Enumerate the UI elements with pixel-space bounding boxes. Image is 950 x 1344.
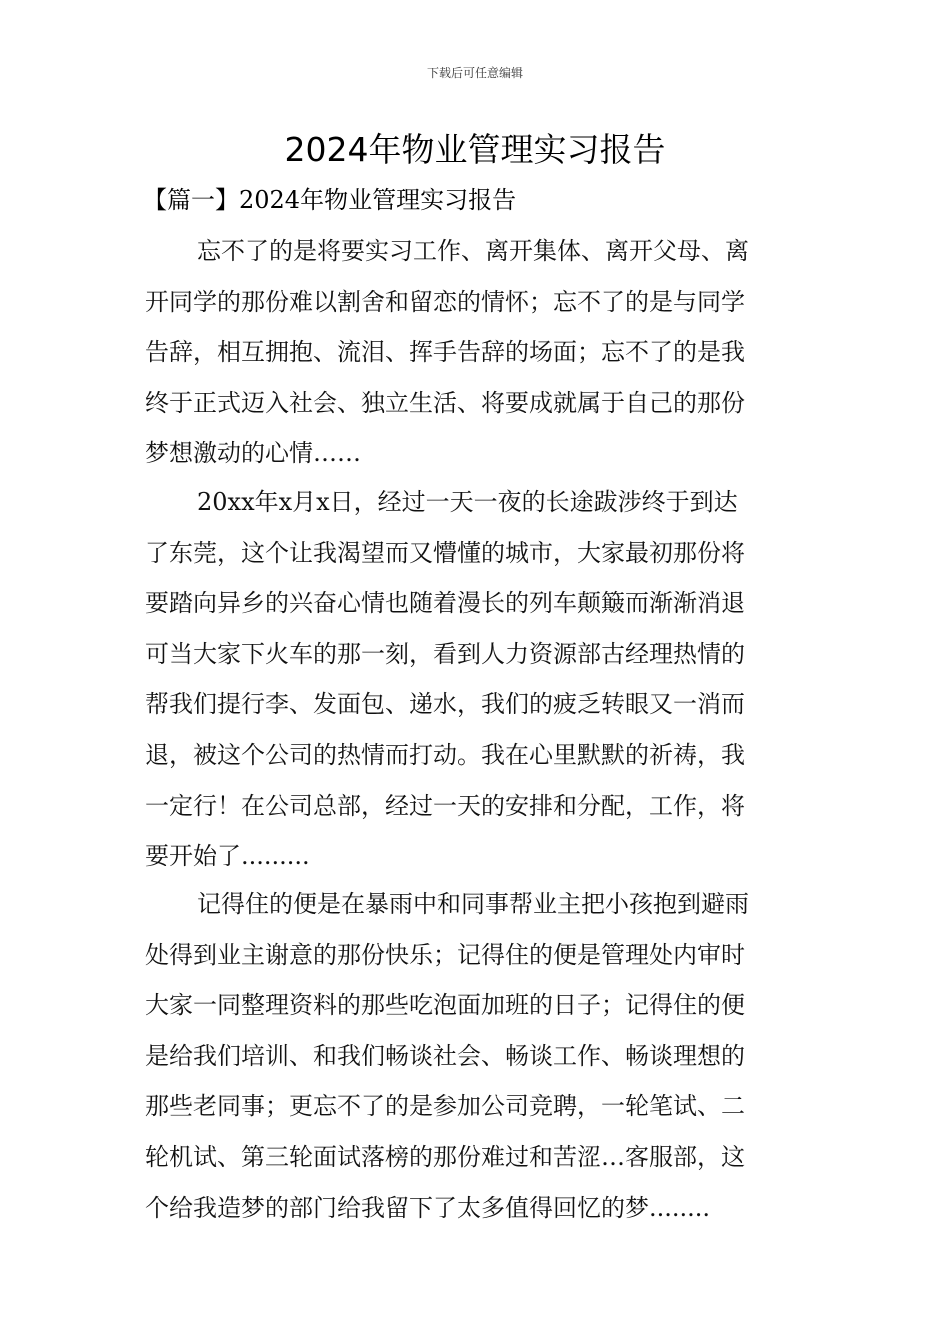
paragraph-line: 轮机试、第三轮面试落榜的那份难过和苦涩…客服部，这	[145, 1142, 745, 1171]
paragraph-line: 大家一同整理资料的那些吃泡面加班的日子；记得住的便	[145, 991, 745, 1020]
paragraph-line: 20xx年x月x日，经过一天一夜的长途跋涉终于到达	[197, 488, 738, 516]
header-note: 下载后可任意编辑	[426, 66, 523, 80]
paragraph-line: 开同学的那份难以割舍和留恋的情怀；忘不了的是与同学	[145, 287, 745, 316]
paragraph-line: 那些老同事；更忘不了的是参加公司竞聘，一轮笔试、二	[145, 1092, 745, 1121]
paragraph-3	[145, 879, 810, 1233]
paragraph-line: 梦想激动的心情……	[145, 439, 361, 468]
paragraph-line: 要踏向异乡的兴奋心情也随着漫长的列车颠簸而渐渐消退	[145, 589, 745, 618]
paragraph-line: 告辞，相互拥抱、流泪、挥手告辞的场面；忘不了的是我	[145, 338, 745, 367]
paragraph-line: 忘不了的是将要实习工作、离开集体、离开父母、离	[197, 237, 749, 265]
paragraph-line: 处得到业主谢意的那份快乐；记得住的便是管理处内审时	[145, 940, 745, 969]
paragraph-line: 退，被这个公司的热情而打动。我在心里默默的祈祷，我	[145, 740, 745, 769]
paragraph-line: 可当大家下火车的那一刻，看到人力资源部古经理热情的	[145, 639, 745, 668]
paragraph-line: 要开始了.........	[145, 842, 310, 871]
section-heading: 【篇一】2024年物业管理实习报告	[143, 186, 517, 214]
paragraph-line: 记得住的便是在暴雨中和同事帮业主把小孩抱到避雨	[197, 890, 749, 918]
paragraph-line: 一定行！在公司总部，经过一天的安排和分配，工作，将	[145, 791, 745, 820]
paragraph-line: 了东莞，这个让我渴望而又懵懂的城市，大家最初那份将	[145, 538, 745, 567]
paragraph-line: 帮我们提行李、发面包、递水，我们的疲乏转眼又一消而	[145, 690, 745, 719]
paragraph-line: 是给我们培训、和我们畅谈社会、畅谈工作、畅谈理想的	[145, 1041, 745, 1070]
paragraph-line: 终于正式迈入社会、独立生活、将要成就属于自己的那份	[145, 388, 745, 417]
paragraph-line: 个给我造梦的部门给我留下了太多值得回忆的梦........	[145, 1193, 711, 1222]
paragraph-2	[145, 477, 810, 882]
paragraph-1	[145, 226, 810, 479]
document-title: 2024年物业管理实习报告	[284, 130, 666, 169]
